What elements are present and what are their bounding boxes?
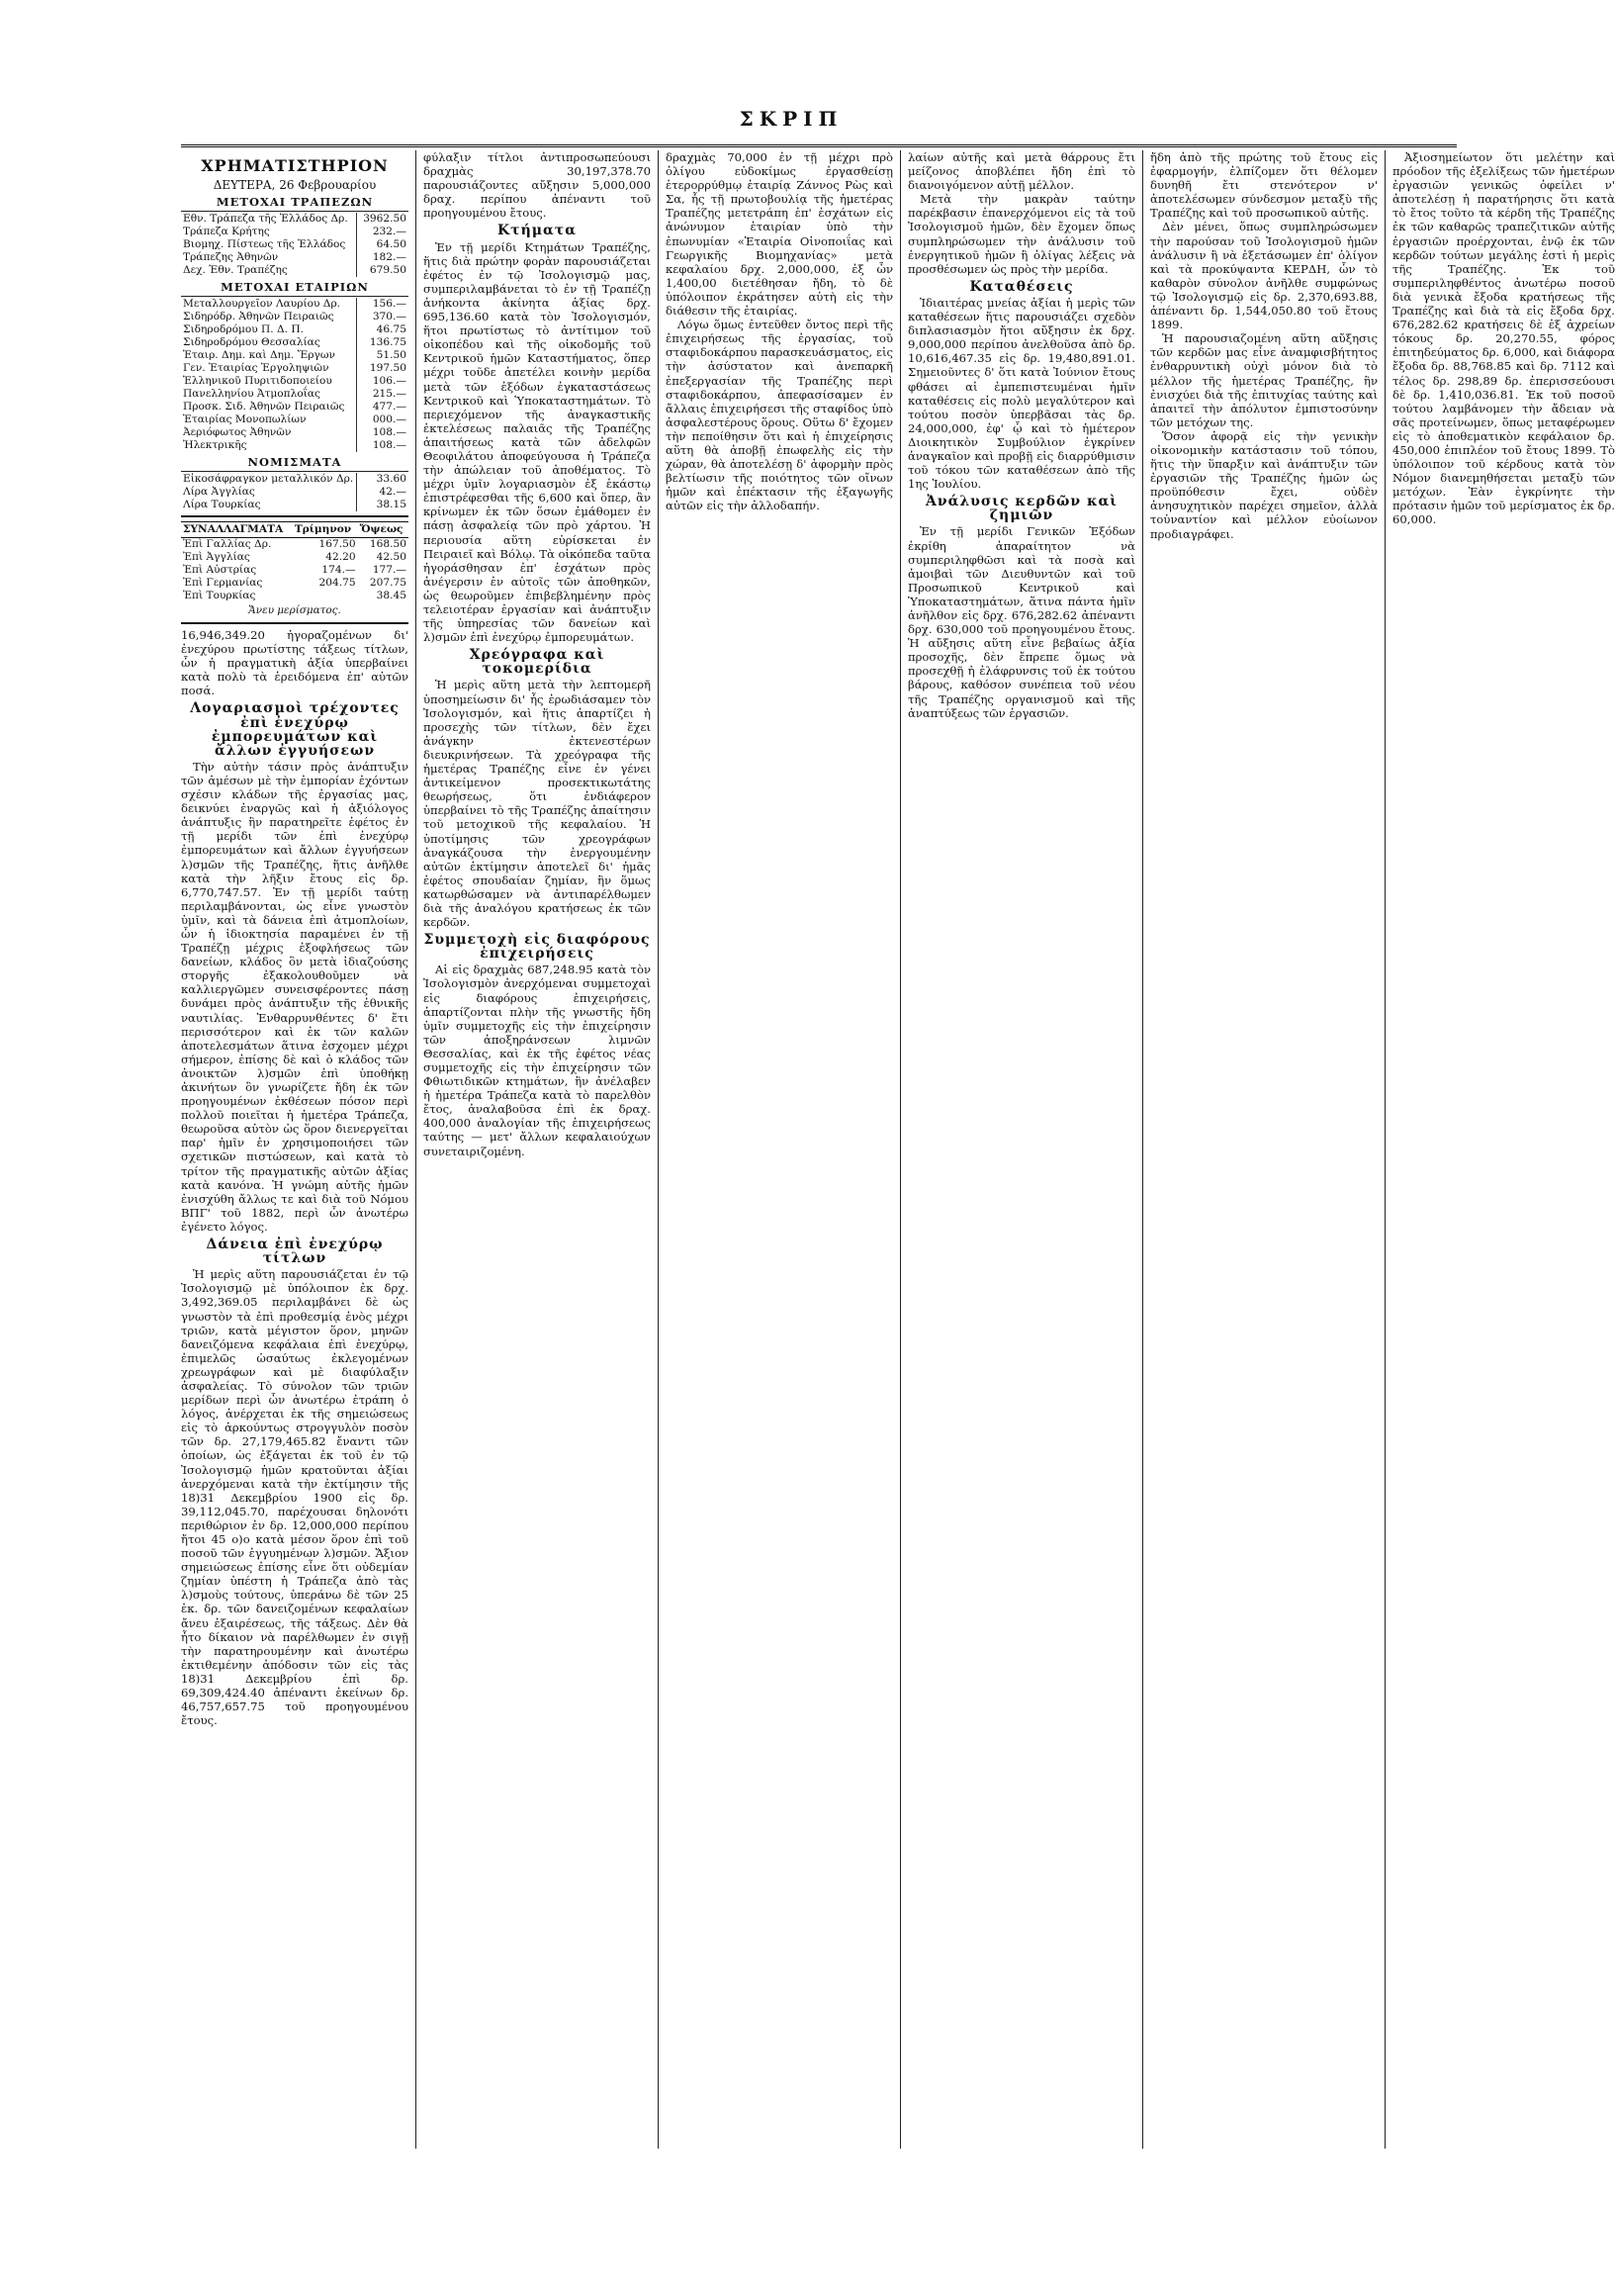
- row-label: Λίρα Ἀγγλίας: [183, 486, 255, 498]
- column-4: [908, 150, 1135, 2148]
- row-value: 000.—: [357, 413, 409, 426]
- table-row: [181, 401, 408, 413]
- table-row: [181, 323, 408, 336]
- paragraph: ἤδη ἀπὸ τῆς πρώτης τοῦ ἔτους εἰς ἐφαρμογήν, ἐλπίζομεν ὅτι θέλομεν δυνηθῆ ἔτι στενότερον ν' ἀποτελέσωμεν σύνδεσμον μεταξὺ τῆς Τραπέζης καὶ τοῦ προσωπικοῦ αὐτῆς.: [1150, 150, 1378, 221]
- top-rule: [181, 144, 1457, 147]
- table-row: [181, 375, 408, 388]
- row-label: Μεταλλουργεῖον Λαυρίου Δρ.: [183, 298, 341, 310]
- row-label: Ἀεριόφωτος Ἀθηνῶν: [183, 426, 292, 438]
- row-value: 215.—: [357, 388, 409, 401]
- paragraph: δραχμὰς 70,000 ἐν τῇ μέχρι πρὸ ὀλίγου εὐδοκίμως ἐργασθείσῃ ἑτερορρύθμῳ ἑταιρίᾳ Ζάννος Ρὼς καὶ Σα, ἧς τῇ πρωτοβουλίᾳ τῆς ἡμετέρας Τραπέζης μετετράπη ἐπ' ἐσχάτων εἰς ἀνώνυμον ἑταιρίαν ὑπὸ τὴν ἐπωνυμίαν «Ἑταιρία Οἰνοποιΐας καὶ Γεωργικῆς Βιομηχανίας» μετὰ κεφαλαίου δρχ. 2,000,000, ἐξ ὧν 1,400,00 διετέθησαν ἤδη, τὸ δὲ ὑπόλοιπον ἐκράτησεν αὐτὴ εἰς τὴν διάθεσιν τῆς ἑταιρίας.: [666, 150, 893, 319]
- table-row: [181, 298, 408, 311]
- exchange-note: Ἄνευ μερίσματος.: [248, 604, 341, 616]
- section-heading: Κτήματα: [497, 223, 577, 239]
- paragraph: λαίων αὐτῆς καὶ μετὰ θάρρους ἔτι μείζονος ἀποβλέπει ἤδη ἐπὶ τὸ διανοιγόμενον αὐτῇ μέλλον.: [908, 150, 1135, 193]
- table-row: [181, 238, 408, 251]
- table-row: [181, 564, 408, 577]
- paragraph: Ἡ μερὶς αὕτη παρουσιάζεται ἐν τῷ Ἰσολογισμῷ μὲ ὑπόλοιπον ἐκ δρχ. 3,492,369.05 περιλαμβάνει δὲ ὡς γνωστὸν τὰ ἐπὶ προθεσμίᾳ ἑνὸς μέχρι τριῶν, κατὰ μέγιστον ὅρον, μηνῶν δανειζόμενα κεφάλαια ἐπὶ ἐνεχύρῳ, ἐπιμελῶς ὡσαύτως ἐκλεγομένων χρεωγράφων καὶ μὲ διαφύλαξιν ἀσφαλείας. Τὸ σύνολον τῶν τριῶν μερίδων περὶ ὧν ἀνωτέρω ἐτράπη ὁ λόγος, ἀνέρχεται ἐκ τῆς σημειώσεως εἰς τὸ ἀρκούντως στρογγυλὸν ποσὸν τῶν δρ. 27,179,465.82 ἔναντι τῶν ὁποίων, ὡς ἐξάγεται ἐκ τοῦ ἐν τῷ Ἰσολογισμῷ ἡμῶν κρατοῦνται ἀξίαι ἀνερχόμεναι κατὰ τὴν ἐκτίμησιν τῆς 18)31 Δεκεμβρίου 1900 εἰς δρ. 39,112,045.70, παρέχουσαι δηλονότι περιθώριον ἐν δρ. 12,000,000 περίπου ἤτοι 45 ο)ο κατὰ μέσον ὅρον ἐπὶ τοῦ ποσοῦ τῶν ἐγγυημένων λ)σμῶν. Ἄξιον σημειώσεως ἐπίσης εἶνε ὅτι οὐδεμίαν ζημίαν ὑπέστη ἡ Τράπεζα ἀπὸ τὰς λ)σμοὺς τούτους, ὑπεράνω δὲ τῶν 25 ἑκ. δρ. τῶν δανειζομένων κεφαλαίων ἄνευ ἐξαιρέσεως, τῆς τάξεως. Δὲν θὰ ἦτο δίκαιον νὰ παρέλθωμεν ἐν σιγῇ τὴν παρατηρουμένην καὶ ἀνωτέρω ἐκτιθεμένην ἀπόδοσιν τῶν εἰς τὰς 18)31 Δεκεμβρίου ἐπὶ δρ. 69,309,424.40 ἀπέναντι ἐκείνων δρ. 46,757,657.75 τοῦ προηγουμένου ἔτους.: [181, 1267, 408, 1728]
- paragraph: Ἀξιοσημείωτον ὅτι μελέτην καὶ πρόοδον τῆς ἐξελίξεως τῶν ἡμετέρων ἐργασιῶν γενικῶς ὀφείλει ν' ἀποτελέσῃ ἡ παρατήρησις ὅτι κατὰ τὸ ἔτος τοῦτο τὰ κέρδη τῆς Τραπέζης ἐκ τῶν καθαρῶς τραπεζιτικῶν αὐτῆς ἐργασιῶν προέρχονται, ἐνῷ ἐκ τῶν κερδῶν τούτων μεγάλης ἐστὶ ἡ μερὶς τῆς Τραπέζης. Ἐκ τοῦ συμπεριληφθέντος ἀνωτέρω ποσοῦ διὰ γενικὰ ἔξοδα κρατήσεως τῆς Τραπέζης καὶ διὰ τὰ εἰς ἔξοδα δρχ. 676,282.62 κρατήσεις δὲ ἐξ ἀχρείων τόκους δρ. 20,270.55, φόρος ἐπιτηδεύματος δρ. 6,000, καὶ διάφορα ἔξοδα δρ. 88,768.85 καὶ δρ. 7112 καὶ τέλος δρ. 298,89 δρ. ἐπερισσεύουσι δὲ δρ. 1,410,036.81. Ἐκ τοῦ ποσοῦ τούτου λαμβάνομεν τὴν ἄδειαν νὰ σᾶς προτείνωμεν, ὅπως μεταφέρωμεν εἰς τὸ ἀποθεματικὸν κεφάλαιον δρ. 450,000 ἐπιπλέον τοῦ ἔτους 1899. Τὸ ὑπόλοιπον τοῦ κέρδους κατὰ τὸν Νόμον διανεμηθήσεται μεταξὺ τῶν μετόχων. Ἐὰν ἐγκρίνητε τὴν πρότασιν ἡμῶν τοῦ μερίσματος ἐκ δρ. 60,000.: [1392, 150, 1615, 527]
- column-5: [1150, 150, 1378, 2148]
- exchange-column-header: ΣΥΝΑΛΛΑΓΜΑΤΑ: [181, 522, 293, 538]
- row-value: 370.—: [357, 311, 409, 323]
- table-row: [181, 577, 408, 590]
- row-value: 182.—: [357, 251, 409, 264]
- row-value: 106.—: [357, 375, 409, 388]
- column-3: [666, 150, 893, 2148]
- row-label: Τράπεζης Ἀθηνῶν: [183, 251, 279, 263]
- paragraph: Μετὰ τὴν μακρὰν ταύτην παρέκβασιν ἐπανερχόμενοι εἰς τὰ τοῦ Ἰσολογισμοῦ ἡμῶν, δὲν ἔχομεν ὅπως συμπληρώσωμεν τὴν ἀνάλυσιν τοῦ ἐνεργητικοῦ ἡμῶν ἢ ὀλίγας λέξεις νὰ προσθέσωμεν ὡς πρὸς τὴν μερίδα.: [908, 192, 1135, 276]
- bourse-title: ΧΡΗΜΑΤΙΣΤΗΡΙΟΝ: [201, 156, 389, 175]
- table-row: [181, 264, 408, 277]
- paragraph: φύλαξιν τίτλοι ἀντιπροσωπεύουσι δραχμὰς 30,197,378.70 παρουσιάζοντες αὔξησιν 5,000,000 δραχ. περίπου ἀπέναντι τοῦ προηγουμένου ἔτους.: [423, 150, 651, 221]
- row-label: Ἐπὶ Ἀγγλίας: [183, 551, 250, 563]
- section-heading: Δάνεια ἐπὶ ἐνεχύρῳ τίτλων: [206, 1237, 384, 1267]
- banks-heading: ΜΕΤΟΧΑΙ ΤΡΑΠΕΖΩΝ: [181, 195, 408, 212]
- row-value: 207.75: [369, 577, 406, 589]
- section-heading: Λογαριασμοὶ τρέχοντες ἐπὶ ἐνεχύρῳ ἐμπορευμάτων καὶ ἄλλων ἐγγυήσεων: [190, 700, 400, 759]
- row-value: 51.50: [357, 349, 409, 362]
- section-heading: Συμμετοχὴ εἰς διαφόρους ἐπιχειρήσεις: [423, 932, 651, 963]
- table-row: [181, 311, 408, 323]
- paragraph: Τὴν αὐτὴν τάσιν πρὸς ἀνάπτυξιν τῶν ἀμέσων μὲ τὴν ἐμπορίαν ἐχόντων σχέσιν κλάδων τῆς ἐργασίας μας, δεικνύει ἐναργῶς καὶ ἡ ἀξιόλογος ἀνάπτυξις ἣν παρατηρεῖτε ἐφέτος ἐν τῇ μερίδι τῶν ἐπὶ ἐνεχύρῳ ἐμπορευμάτων καὶ ἄλλων ἐγγυήσεων λ)σμῶν τῆς Τραπέζης, ἥτις ἀνῆλθε κατὰ τὴν λῆξιν ἔτους εἰς δρ. 6,770,747.57. Ἐν τῇ μερίδι ταύτῃ περιλαμβάνονται, ὡς εἶνε γνωστὸν ὑμῖν, καὶ τὰ δάνεια ἐπὶ ἀτμοπλοίων, ὧν ἡ ἰδιοκτησία παραμένει ἐν τῇ Τραπέζῃ μέχρις ἐξοφλήσεως τῶν δανείων, κλάδος ὃν μετὰ ἰδιαζούσης στοργῆς ἐξακολουθοῦμεν νὰ καλλιεργῶμεν συνεισφέροντες πάσῃ δυνάμει πρὸς ἀνάπτυξιν τῆς ἐθνικῆς ναυτιλίας. Ἐνθαρρυνθέντες δ' ἔτι περισσότερον καὶ ἐκ τῶν καλῶν ἀποτελεσμάτων ἅτινα ἐσχομεν μέχρι σήμερον, ἐπίσης δὲ καὶ ὁ κλάδος τῶν ἀνοικτῶν λ)σμῶν ἐπὶ ὑποθήκῃ ἀκινήτων ὃν γνωρίζετε ἤδη ἐκ τῶν προηγουμένων ἐκθέσεων πόσον περὶ πολλοῦ ποιεῖται ἡ ἡμετέρα Τράπεζα, θεωροῦσα αὐτὸν ὡς ὅρον διενεργεῖται παρ' ἡμῖν ἐν χρησιμοποιήσει τῶν σχετικῶν πιστώσεων, καὶ κατὰ τὸ τρίτον τῆς πραγματικῆς αὐτῶν ἀξίας κατὰ κανόνα. Ἡ γνώμη αὐτῆς ἡμῶν ἐνισχύθη ἄλλως τε καὶ διὰ τοῦ Νόμου ΒΠΓ' τοῦ 1882, περὶ ὧν ἀνωτέρω ἐγένετο λόγος.: [181, 759, 408, 1234]
- companies-table: [181, 298, 408, 452]
- row-value: 136.75: [357, 336, 409, 349]
- row-label: Σιδηρόδρ. Ἀθηνῶν Πειραιῶς: [183, 311, 334, 322]
- row-label: Ἐπὶ Γαλλίας Δρ.: [183, 538, 272, 550]
- row-label: Εθν. Τράπεζα τῆς Ἑλλάδος Δρ.: [183, 213, 348, 225]
- table-row: [181, 551, 408, 564]
- column-rule: [1385, 150, 1386, 2149]
- section-heading: Ἀνάλυσις κερδῶν καὶ ζημιῶν: [926, 494, 1118, 524]
- section-heading: Καταθέσεις: [969, 278, 1074, 295]
- paragraph: Ὅσον ἀφορᾷ εἰς τὴν γενικὴν οἰκονομικὴν κατάστασιν τοῦ τόπου, ἥτις τὴν ὕπαρξιν καὶ ἀνάπτυξιν τῶν ἐργασιῶν τῆς Τραπέζης ἡμῶν ὡς προϋπόθεσιν ἔχει, οὐδὲν ἀνησυχητικὸν παρέχει σημεῖον, ἀλλὰ τοὐναντίον καὶ μέλλον εὐοίωνον προδιαγράφει.: [1150, 428, 1378, 541]
- column-rule: [1142, 150, 1143, 2149]
- table-row: [181, 426, 408, 439]
- bourse-date: ΔΕΥΤΕΡΑ, 26 Φεβρουαρίου: [213, 178, 377, 192]
- row-label: Εἰκοσάφραγκον μεταλλικόν Δρ.: [183, 473, 354, 485]
- table-row: [181, 473, 408, 486]
- column-6: [1392, 150, 1615, 2148]
- table-row: [181, 538, 408, 552]
- table-row: [181, 251, 408, 264]
- table-row: [181, 388, 408, 401]
- row-label: Ἐπὶ Τουρκίας: [183, 590, 256, 601]
- row-label: Τράπεζα Κρήτης: [183, 226, 270, 237]
- row-value: [293, 590, 358, 602]
- row-value: 38.45: [376, 590, 406, 601]
- row-value: 38.15: [357, 499, 409, 511]
- row-value: 174.—: [321, 564, 356, 576]
- table-row: [181, 362, 408, 375]
- column-rule: [658, 150, 659, 2149]
- table-row: [181, 226, 408, 238]
- row-label: Ἐπὶ Αὐστρίας: [183, 564, 257, 576]
- exchange-table: [181, 521, 408, 602]
- row-value: 42.50: [376, 551, 406, 563]
- row-label: Δεχ. Ἐθν. Τραπέζης: [183, 264, 288, 276]
- column-1: [181, 150, 408, 2148]
- row-value: 204.75: [318, 577, 356, 589]
- row-label: Πανελληνίου Ἀτμοπλοΐας: [183, 388, 320, 400]
- coins-heading: ΝΟΜΙΣΜΑΤΑ: [181, 455, 408, 472]
- row-value: 197.50: [357, 362, 409, 375]
- row-value: 64.50: [357, 238, 409, 251]
- paragraph: Αἱ εἰς δραχμὰς 687,248.95 κατὰ τὸν Ἰσολογισμὸν ἀνερχόμεναι συμμετοχαὶ εἰς διαφόρους ἐπιχειρήσεις, ἁπαρτίζονται πλὴν τῆς γνωστῆς ἤδη ὑμῖν συμμετοχῆς εἰς τὴν ἐπιχείρησιν τῶν ἀποξηράνσεων λιμνῶν Θεσσαλίας, καὶ ἐκ τῆς ἐφέτος νέας συμμετοχῆς εἰς τὴν ἐπιχείρησιν τῶν Φθιωτιδικῶν κτημάτων, ἣν ἀνέλαβεν ἡ ἡμετέρα Τράπεζα κατὰ τὸ παρελθὸν ἔτος, ἀναλαβοῦσα ἐπὶ ἐκ δραχ. 400,000 ἀναλογίαν τῆς ἐπιχειρήσεως ταύτης — μετ' ἄλλων κεφαλαιούχων συνεταιριζομένη.: [423, 963, 651, 1158]
- row-value: 108.—: [357, 439, 409, 452]
- row-value: 42.—: [357, 486, 409, 499]
- row-label: Σιδηροδρόμου Π. Δ. Π.: [183, 323, 304, 335]
- row-value: 679.50: [357, 264, 409, 277]
- row-value: 33.60: [357, 473, 409, 486]
- divider: [181, 622, 408, 624]
- paragraph: Ἡ μερὶς αὕτη μετὰ τὴν λεπτομερῆ ὑποσημείωσιν δι' ἧς ἐρωδιάσαμεν τὸν Ἰσολογισμόν, καὶ ἥτις ἀπαρτίζει ἡ προσεχὴς τῶν τίτλων, δὲν ἔχει ἀνάγκην ἐκτενεστέρων διευκρινήσεων. Τὰ χρεόγραφα τῆς ἡμετέρας Τραπέζης εἶνε ἐν γένει ἀντικείμενον προσεκτικωτάτης θεωρήσεως, ὅτι ἐνδιάφερον ὑπερβαίνει τὸ τῆς Τραπέζης ἀπαίτησιν τοῦ μετοχικοῦ τῆς κεφαλαίου. Ἡ ὑποτίμησις τῶν χρεογράφων ἀναγκάζουσα τὴν ἐνεργουμένην αὐτῶν ἐκτίμησιν ἀποτελεῖ δι' ἡμᾶς ἐφέτος σπουδαίαν ζημίαν, ἣν ὅμως κατωρθώσαμεν νὰ ἀντιπαρέλθωμεν διὰ τῆς ἀναλόγου κρατήσεως ἐκ τῶν κερδῶν.: [423, 678, 651, 930]
- row-label: Ἐπὶ Γερμανίας: [183, 577, 263, 589]
- paragraph: Ἡ παρουσιαζομένη αὕτη αὔξησις τῶν κερδῶν μας εἶνε ἀναμφισβήτητος ἐνθαρρυντικὴ οὐχὶ μόνον διὰ τὸ μέλλον τῆς ἡμετέρας Τραπέζης, ἣν ἐνισχύει διὰ τῆς ἐπιτυχίας ταύτης καὶ ἀπαιτεῖ τὴν ἀπόλυτον ἐμπιστοσύνην τῶν μετόχων της.: [1150, 331, 1378, 429]
- row-label: Σιδηροδρόμου Θεσσαλίας: [183, 336, 320, 348]
- companies-heading: ΜΕΤΟΧΑΙ ΕΤΑΙΡΙΩΝ: [181, 280, 408, 297]
- paragraph: Ἐν τῇ μερίδι Κτημάτων Τραπέζης, ἥτις διὰ πρώτην φορὰν παρουσιάζεται ἐφέτος ἐν τῷ Ἰσολογισμῷ μας, συμπεριλαμβάνεται τὸ ἐν τῇ Τραπέζῃ ἀνήκοντα ἀκίνητα ἀξίας δρχ. 695,136.60 κατὰ τὸν Ἰσολογισμόν, ἥτοι πρωτίστως τὸ ἀντίτιμον τοῦ οἰκοπέδου καὶ τῆς οἰκοδομῆς τοῦ Κεντρικοῦ ἡμῶν Καταστήματος, ὅπερ μέχρι τοῦδε ἀπετέλει κοινὴν μερίδα μετὰ τῶν ἐξόδων ἐγκαταστάσεως Κεντρικοῦ καὶ Ὑποκαταστημάτων. Τὸ περιεχόμενον τῆς ἀναγκαστικῆς ἐκτελέσεως παλαιᾶς τῆς Τραπέζης ἀπαιτήσεως κατὰ τῶν ἀδελφῶν Θεοφιλάτου ἀποφεύγουσα ἡ Τράπεζα τὴν ἀπώλειαν τοῦ ἀποθέματος. Τὸ μέχρι ὑμῖν λογαριασμὸν ἐξ ἑκάστῳ ἐπιστρέφεσθαι τῆς 6,600 καὶ ὅπερ, ἂν κρίνωμεν ἐκ τῶν ὅσων ἐμάθομεν ἐν πάσῃ ἀσφαλείᾳ τῶν πρὸ χάρτου. Ἡ περιουσία αὕτη εὑρίσκεται ἐν Πειραιεῖ καὶ Βόλῳ. Τὰ οἰκόπεδα ταῦτα ἠγοράσθησαν ἐπ' ἐσχάτων πρὸς ἀνέγερσιν ἐν αὐτοῖς τῶν ἀποθηκῶν, ὡς θεωροῦμεν ἐπιβεβλημένην πρὸς τελειοτέραν ἐργασίαν καὶ ἀνάπτυξιν τῆς ὑπηρεσίας τῶν δανείων καὶ λ)σμῶν ἐπὶ ἐνεχύρῳ ἐμπορευμάτων.: [423, 239, 651, 645]
- table-row: [181, 499, 408, 511]
- row-label: Ἑταιρίας Μονοπωλίων: [183, 413, 307, 425]
- row-value: 177.—: [372, 564, 406, 576]
- paragraph: 16,946,349.20 ἠγοραζομένων δι' ἐνεχύρου πρωτίστης τάξεως τίτλων, ὧν ἡ πραγματικὴ ἀξία ὑπερβαίνει κατὰ πολὺ τὰ ἐρειδόμενα ἐπ' αὐτῶν ποσά.: [181, 628, 408, 698]
- row-value: 168.50: [369, 538, 406, 550]
- row-label: Ἑταιρ. Δημ. καὶ Δημ. Ἔργων: [183, 349, 335, 361]
- newspaper-masthead: ΣΚΡΙΠ: [739, 107, 844, 131]
- section-heading: Χρεόγραφα καὶ τοκομερίδια: [469, 647, 605, 678]
- row-value: 156.—: [357, 298, 409, 311]
- divider: [181, 515, 408, 517]
- row-label: Ἠλεκτρικῆς: [183, 439, 247, 451]
- row-value: 3962.50: [357, 213, 409, 226]
- row-value: 108.—: [357, 426, 409, 439]
- paragraph: Δὲν μένει, ὅπως συμπληρώσωμεν τὴν παρούσαν τοῦ Ἰσολογισμοῦ ἡμῶν ἀνάλυσιν ἢ νὰ ἐξετάσωμεν ἐπ' ὀλίγον καὶ τὰ προκύψαντα ΚΕΡΔΗ, ὧν τὸ καθαρὸν σύνολον ἀνῆλθε συμφώνως τῷ Ἰσολογισμῷ εἰς δρ. 2,370,693.88, ἀπέναντι δρ. 1,544,050.80 τοῦ ἔτους 1899.: [1150, 220, 1378, 332]
- table-row: [181, 439, 408, 452]
- coins-table: [181, 473, 408, 511]
- row-value: 477.—: [357, 401, 409, 413]
- row-label: Λίρα Τουρκίας: [183, 499, 261, 510]
- column-rule: [900, 150, 901, 2149]
- table-row: [181, 486, 408, 499]
- column-rule: [415, 150, 416, 2149]
- paragraph: Λόγω ὅμως ἐντεῦθεν ὄντος περὶ τῆς ἐπιχειρήσεως τῆς ἐργασίας, τοῦ σταφιδοκάρπου παρασκευάσματος, εἰς τὴν ἀσύστατον καὶ ἀνεπαρκῆ ἐπεξεργασίαν τῆς Τραπέζης περὶ σταφιδοκάρπου, ἀπεφασίσαμεν ἐν ἄλλαις ἐπιχειρήσεσι τῆς σταφίδος ὑπὸ ἀσφαλεστέρους ὅρους. Οὕτω δ' ἔχομεν τὴν πεποίθησιν ὅτι καὶ ἡ ἐπιχείρησις αὕτη θὰ ἀποβῇ ἐπωφελὴς εἰς τὴν χώραν, θὰ ἀποτελέσῃ δ' ἀφορμὴν πρὸς βελτίωσιν τῆς ποιότητος τῶν οἴνων ἡμῶν καὶ ἐπέκτασιν τῆς ἐξαγωγῆς αὐτῶν εἰς τὴν ἀλλοδαπήν.: [666, 318, 893, 513]
- table-row: [181, 413, 408, 426]
- row-label: Ἑλληνικοῦ Πυριτιδοποιείου: [183, 375, 332, 387]
- row-value: 167.50: [318, 538, 356, 550]
- column-2: [423, 150, 651, 2148]
- table-row: [181, 213, 408, 226]
- paragraph: Ἐν τῇ μερίδι Γενικῶν Ἐξόδων ἐκρίθη ἀπαραίτητον νὰ συμπεριληφθῶσι καὶ τὰ ποσὰ καὶ ἀμοιβαὶ τῶν Διευθυντῶν καὶ τοῦ Προσωπικοῦ Κεντρικοῦ καὶ Ὑποκαταστημάτων, ἅτινα πάντα ἡμῖν ἀνῆλθον εἰς δρχ. 676,282.62 ἀπέναντι δρχ. 630,000 τοῦ προηγουμένου ἔτους. Ἡ αὔξησις αὕτη εἶνε βεβαίως ἀξία προσοχῆς, δὲν ἔπρεπε ὅμως νὰ προσεχθῇ ἡ ἐλάφρυνσις τοῦ ἐκ τούτου βάρους, καθόσον συνέπεια τοῦ νέου τῆς Τραπέζης οργανισμοῦ καὶ τῆς ἀναπτύξεως τῶν ἐργασιῶν.: [908, 524, 1135, 720]
- exchange-column-header: Τρίμηνον: [293, 522, 358, 538]
- row-value: 46.75: [357, 323, 409, 336]
- row-value: 42.20: [325, 551, 356, 563]
- row-label: Γεν. Ἑταιρίας Ἐργοληψιῶν: [183, 362, 329, 374]
- article-text: [181, 628, 408, 1727]
- row-value: 232.—: [357, 226, 409, 238]
- exchange-column-header: Ὄψεως: [358, 522, 408, 538]
- table-row: [181, 336, 408, 349]
- table-row: [181, 590, 408, 602]
- paragraph: Ἰδιαιτέρας μνείας ἀξίαι ἡ μερὶς τῶν καταθέσεων ἥτις παρουσιάζει σχεδὸν διπλασιασμὸν ἤτοι αὔξησιν ἐκ δρχ. 9,000,000 περίπου ἀνελθοῦσα ἀπὸ δρ. 10,616,467.35 εἰς δρ. 19,480,891.01. Σημειοῦντες δ' ὅτι κατὰ Ἰούνιον ἔτους φθάσει αἱ ἐμπεπιστευμέναι ἡμῖν καταθέσεις εἰς πολὺ μεγαλύτερον καὶ τούτου ποσὸν ὑπερβᾶσαι τὰς δρ. 24,000,000, ἐφ' ᾧ καὶ τὸ ἡμέτερον Διοικητικὸν Συμβούλιον ἐγκρίνεν ἀναγκαῖον καὶ προβῇ εἰς διαρρύθμισιν τοῦ τόκου τῶν καταθέσεων ἀπὸ τῆς 1ης Ἰουλίου.: [908, 295, 1135, 492]
- row-label: Βιομηχ. Πίστεως τῆς Ἑλλάδος: [183, 238, 346, 250]
- row-label: Προσκ. Σιδ. Ἀθηνῶν Πειραιῶς: [183, 401, 345, 413]
- table-row: [181, 349, 408, 362]
- banks-table: [181, 213, 408, 277]
